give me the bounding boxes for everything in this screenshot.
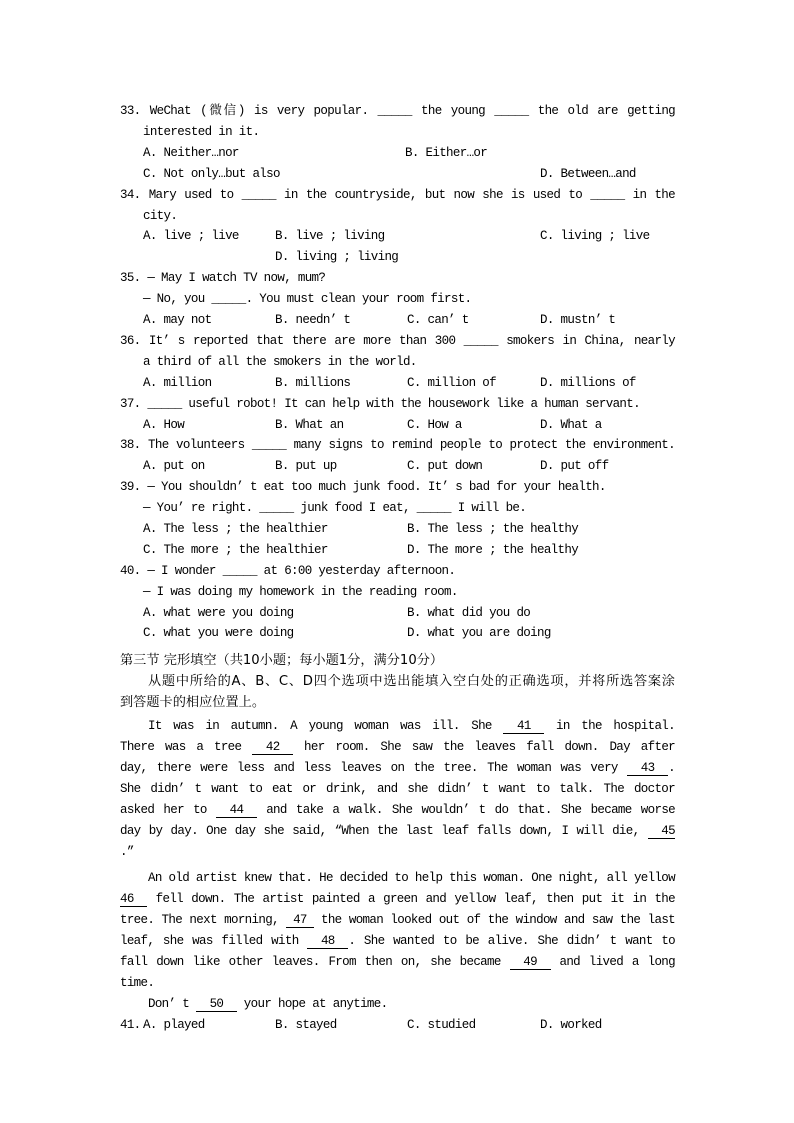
instructions-line: 从题中所给的A、B、C、D四个选项中选出能填入空白处的正确选项，并将所选答案涂 [148,674,675,690]
text-run: and take a walk. She wouldn’ t do that. She became worse [257,802,676,817]
text-run: 36. It’ s reported that there are more than 300 _____ smokers in China, nearly [120,333,675,348]
option-item: C. what you were doing [143,626,294,641]
question-line [120,268,675,289]
question-33 [120,101,675,185]
cloze-passage [120,716,675,1015]
section-header: 第三节 完形填空（共10小题；每小题1分，满分10分） [120,653,444,669]
passage-paragraph-3 [120,994,675,1015]
text-run: the woman looked out of the window and saw the last [313,913,675,928]
question-line [120,101,675,122]
text-run: tree. The next morning, [120,913,287,928]
option-row [120,519,675,540]
passage-line [120,800,675,821]
multiple-choice-questions [120,101,675,644]
passage-line [120,931,675,952]
option-item: D. what you are doing [407,626,551,641]
option-item: A. live ; live [143,229,239,244]
option-row [120,1015,675,1036]
option-row [120,373,675,394]
option-item: A. The less ; the healthier [143,522,328,536]
option-row [120,540,675,561]
option-item: B. Either…or [405,145,488,160]
cloze-blank: 41 [503,719,545,734]
passage-line [120,842,675,863]
cloze-blank: 47 [286,913,314,928]
question-38 [120,435,675,477]
text-run: — You’ re right. _____ junk food I eat, _____ I will be. [143,501,527,516]
option-item: B. needn’ t [275,313,351,327]
passage-paragraph-2 [120,868,675,993]
text-run: 40. — I wonder _____ at 6:00 yesterday afternoon. [120,563,456,578]
option-item: D. worked [540,1017,602,1032]
text-run: 37. _____ useful robot! It can help with the housework like a human servant. [120,396,640,411]
passage-line [120,994,675,1015]
text-run: — No, you _____. You must clean your room first. [143,292,472,307]
option-item: B. what did you do [407,605,531,620]
option-row [120,143,675,164]
text-run: and lived a long [550,955,675,970]
text-run: day by day. One day she said, “When the last leaf falls down, I will die, [120,823,648,838]
text-run: 34. Mary used to _____ in the countryside, but now she is used to _____ in the [120,187,675,202]
text-run: Don’ t [148,996,196,1011]
text-run: 39. — You shouldn’ t eat too much junk food. It’ s bad for your health. [120,480,606,495]
option-item: B. put up [275,459,337,474]
text-run: fall down like other leaves. From then on, she became [120,955,510,970]
question-41 [120,1015,675,1036]
passage-line [120,758,675,779]
option-item: C. studied [407,1017,476,1032]
option-row [120,226,675,247]
option-row [120,415,675,436]
text-run: city. [143,208,178,223]
question-line [120,289,675,310]
passage-line [120,973,675,994]
option-item: A. what were you doing [143,605,294,620]
cloze-blank: 43 [627,760,669,775]
passage-line [120,821,675,842]
option-item: C. Not only…but also [143,166,280,181]
cloze-blank: 42 [252,740,294,754]
cloze-blank: 44 [215,802,258,817]
text-run: An old artist knew that. He decided to help this woman. One night, all yellow [148,871,675,886]
text-run: a third of all the smokers in the world. [143,354,417,369]
text-run: 33. WeChat (微信) is very popular. _____ the young _____ the old are getting [120,104,675,118]
question-line [120,435,675,456]
question-39 [120,477,675,561]
question-line [120,498,675,519]
passage-line [120,889,675,910]
text-run: fell down. The artist painted a green and yellow leaf, then put it in the [147,892,675,907]
text-run: her room. She saw the leaves fall down. Day after [293,740,675,754]
text-run: She didn’ t want to eat or drink, and she didn’ t want to talk. The doctor [120,781,675,796]
option-item: C. can’ t [407,313,469,327]
question-line [120,122,675,143]
option-row [120,623,675,644]
option-item: B. stayed [275,1017,337,1032]
passage-line [120,716,675,737]
question-line [120,582,675,603]
cloze-blank: 48 [307,934,349,949]
passage-line [120,952,675,973]
text-run: leaf, she was filled with [120,934,308,949]
passage-line [120,868,675,889]
text-run: .” [120,844,134,859]
text-run: There was a tree [120,740,253,754]
option-item: A. How [143,417,185,432]
text-run: in the hospital. [544,719,675,734]
option-row [120,247,675,268]
passage-line [120,910,675,931]
question-number: 41. [120,1017,141,1032]
text-run: . [668,760,675,775]
text-run: time. [120,975,155,990]
instructions-line: 到答题卡的相应位置上。 [120,695,266,711]
option-item: C. put down [407,459,483,474]
cloze-blank: 50 [195,996,237,1011]
cloze-blank: 46 [120,892,148,907]
option-row [120,310,675,331]
option-item: A. million [143,375,212,390]
text-run: asked her to [120,802,216,817]
option-item: A. may not [143,313,212,327]
option-item: B. millions [275,375,351,390]
option-item: A. Neither…nor [143,145,239,160]
question-line [120,352,675,373]
text-run: interested in it. [143,124,260,139]
question-36 [120,331,675,394]
exam-content [120,101,675,1036]
option-row [120,164,675,185]
question-35 [120,268,675,331]
text-run: 38. The volunteers _____ many signs to remind people to protect the environment. [120,438,675,453]
option-item: D. mustn’ t [540,313,616,327]
option-item: C. How a [407,417,462,432]
question-line [120,477,675,498]
option-item: B. What an [275,417,344,432]
option-item: D. Between…and [540,166,636,181]
option-row [120,603,675,624]
question-40 [120,561,675,645]
text-run: . She wanted to be alive. She didn’ t want to [348,934,676,949]
text-run: day, there were less and less leaves on the tree. The woman was very [120,760,628,775]
option-item: A. put on [143,459,205,474]
question-line [120,185,675,206]
question-line [120,561,675,582]
passage-line [120,737,675,758]
option-item: D. living ; living [275,250,399,265]
text-run: — I was doing my homework in the reading room. [143,584,458,599]
question-line [120,394,675,415]
text-run: 35. — May I watch TV now, mum? [120,271,326,286]
option-item: D. millions of [540,375,636,390]
option-item: B. The less ; the healthy [407,522,579,536]
option-row [120,456,675,477]
question-line [120,206,675,227]
option-item: C. million of [407,375,496,390]
text-run: It was in autumn. A young woman was ill. She [148,719,504,734]
option-item: A. played [143,1017,205,1032]
cloze-blank: 49 [509,955,551,970]
passage-line [120,779,675,800]
cloze-blank: 45 [647,823,675,838]
option-item: D. The more ; the healthy [407,542,579,557]
question-34 [120,185,675,269]
question-37 [120,394,675,436]
question-line [120,331,675,352]
option-item: C. The more ; the healthier [143,542,328,557]
option-item: D. put off [540,459,609,474]
option-item: D. What a [540,417,602,432]
option-item: C. living ; live [540,229,650,244]
text-run: your hope at anytime. [236,996,388,1011]
passage-paragraph-1 [120,716,675,862]
option-item: B. live ; living [275,229,385,244]
